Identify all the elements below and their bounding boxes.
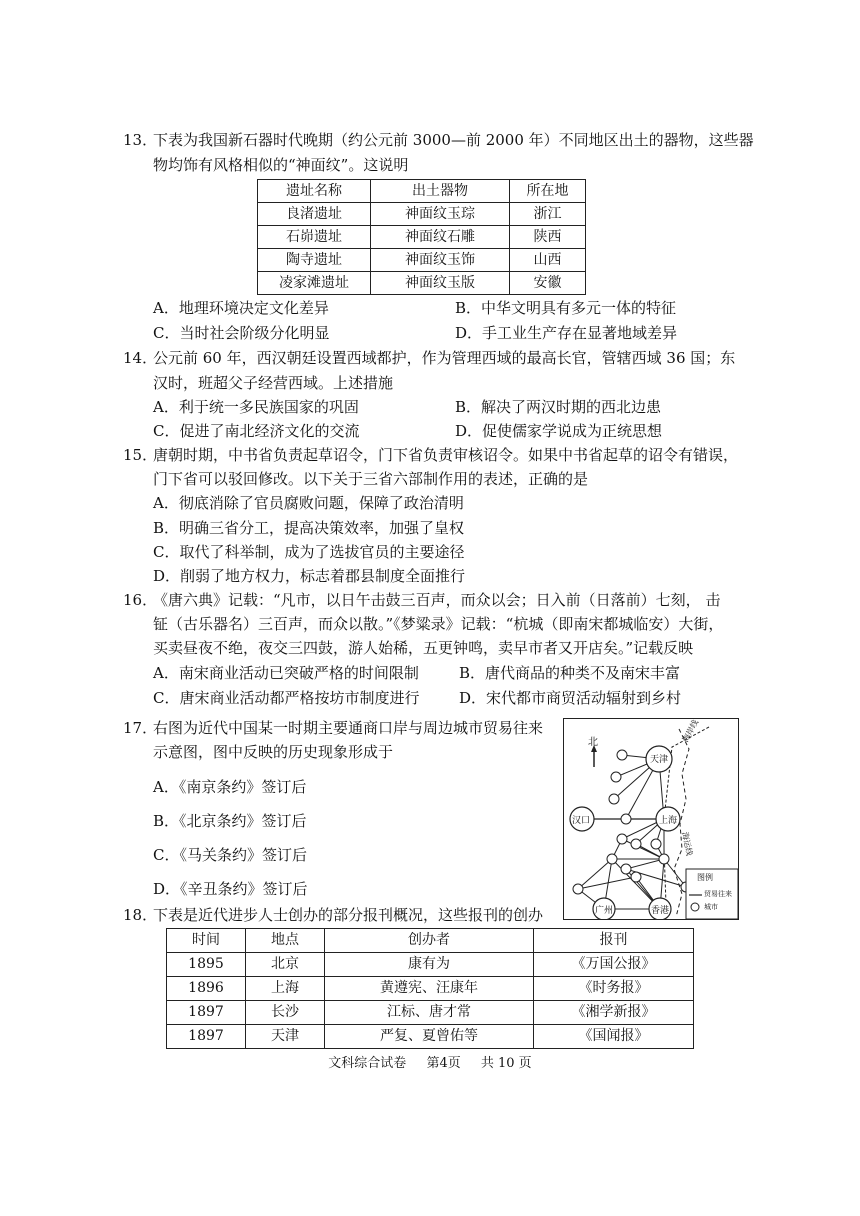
- q14-option-a: A．利于统一多民族国家的巩固: [153, 398, 359, 416]
- north-label: 北: [588, 737, 598, 748]
- table-cell: 天津: [246, 1025, 325, 1049]
- q15-option-a: A．彻底消除了官员腐败问题，保障了政治清明: [153, 494, 464, 512]
- table-cell: 浙江: [510, 203, 586, 226]
- q13-option-d: D．手工业生产存在显著地域差异: [455, 324, 678, 342]
- table-cell: 《时务报》: [534, 977, 694, 1001]
- footer-paper-name: 文科综合试卷: [328, 1056, 407, 1071]
- q13-option-a: A．地理环境决定文化差异: [153, 299, 329, 317]
- table-cell: 1895: [167, 953, 246, 977]
- city-label-hankou: 汉口: [572, 816, 591, 826]
- table-row: [258, 203, 586, 226]
- city-label-tianjin: 天津: [650, 755, 669, 765]
- legend-city-label: 城市: [704, 903, 718, 911]
- q17-option-a: A．《南京条约》签订后: [153, 778, 307, 796]
- q13-stem-line2: 物均饰有风格相似的“神面纹”。这说明: [153, 156, 409, 174]
- q16-option-c: C．唐宋商业活动都严格按坊市制度进行: [153, 689, 420, 707]
- table-cell: 北京: [246, 953, 325, 977]
- q14-stem-line2: 汉时，班超父子经营西域。上述措施: [153, 374, 394, 392]
- table-cell: 严复、夏曾佑等: [325, 1025, 534, 1049]
- table-cell: 安徽: [510, 272, 586, 295]
- q16-stem-line3: 买卖昼夜不绝，夜交三四鼓，游人始稀，五更钟鸣，卖早市者又开店矣。”记载反映: [153, 639, 694, 657]
- q17-option-c: C．《马关条约》签订后: [153, 846, 307, 864]
- table-row: [167, 1025, 694, 1049]
- q17-stem-line1: 右图为近代中国某一时期主要通商口岸与周边城市贸易往来: [153, 719, 544, 737]
- q15-number: 15．: [123, 446, 158, 464]
- table-cell: 陕西: [510, 226, 586, 249]
- table-header-cell: 时间: [167, 929, 246, 953]
- table-row: [258, 226, 586, 249]
- table-row: [167, 953, 694, 977]
- q13-stem-line1: 下表为我国新石器时代晚期（约公元前 3000—前 2000 年）不同地区出土的器物，这些器: [153, 131, 754, 149]
- table-header-row: [258, 180, 586, 203]
- q16-number: 16．: [123, 591, 158, 609]
- q14-stem-line1: 公元前 60 年，西汉朝廷设置西域都护，作为管理西域的最高长官，管辖西域 36 国；东: [153, 349, 736, 367]
- q14-option-c: C．促进了南北经济文化的交流: [153, 422, 360, 440]
- footer-page-number: 第4页: [426, 1056, 461, 1071]
- q13-option-b: B．中华文明具有多元一体的特征: [455, 299, 677, 317]
- city-label-shanghai: 上海: [659, 816, 678, 826]
- table-cell: 长沙: [246, 1001, 325, 1025]
- q16-option-b: B．唐代商品的种类不及南宋丰富: [459, 664, 681, 682]
- page-footer: [0, 1052, 860, 1071]
- table-cell: 《湘学新报》: [534, 1001, 694, 1025]
- coastline-label: 海岸线: [680, 718, 701, 744]
- q14-number: 14．: [123, 349, 158, 367]
- q15-option-c: C．取代了科举制，成为了选拔官员的主要途径: [153, 543, 465, 561]
- table-cell: 神面纹玉琮: [371, 203, 510, 226]
- table-header-cell: 创办者: [325, 929, 534, 953]
- table-cell: 康有为: [325, 953, 534, 977]
- q17-option-b: B．《北京条约》签订后: [153, 812, 307, 830]
- table-cell: 黄遵宪、汪康年: [325, 977, 534, 1001]
- q17-option-d: D．《辛丑条约》签订后: [153, 880, 308, 898]
- table-cell: 江标、唐才常: [325, 1001, 534, 1025]
- trade-map: [563, 718, 739, 920]
- city-label-guangzhou: 广州: [595, 906, 614, 916]
- table-cell: 1896: [167, 977, 246, 1001]
- q18-number: 18．: [123, 906, 158, 924]
- table-row: [167, 1001, 694, 1025]
- table-header-cell: 出土器物: [371, 180, 510, 203]
- legend-title: 图例: [697, 873, 713, 882]
- city-label-hongkong: 香港: [651, 906, 670, 916]
- footer-total-pages: 共 10 页: [480, 1056, 532, 1071]
- table-cell: 上海: [246, 977, 325, 1001]
- table-cell: 《国闻报》: [534, 1025, 694, 1049]
- q16-stem-line2: 钲（古乐器名）三百声，而众以散。”《梦粱录》记载：“杭城（即南宋都城临安）大街，: [153, 615, 724, 633]
- table-cell: 神面纹玉饰: [371, 249, 510, 272]
- q15-option-d: D．削弱了地方权力，标志着郡县制度全面推行: [153, 567, 466, 585]
- q15-stem-line1: 唐朝时期，中书省负责起草诏令，门下省负责审核诏令。如果中书省起草的诏令有错误，: [153, 446, 739, 464]
- sea-route-label: 海运线: [680, 831, 695, 857]
- table-cell: 《万国公报》: [534, 953, 694, 977]
- q17-stem-line2: 示意图，图中反映的历史现象形成于: [153, 743, 394, 761]
- q17-number: 17．: [123, 719, 158, 737]
- q16-option-d: D．宋代都市商贸活动辐射到乡村: [459, 689, 682, 707]
- table-cell: 石峁遗址: [258, 226, 371, 249]
- table-cell: 山西: [510, 249, 586, 272]
- table-header-cell: 所在地: [510, 180, 586, 203]
- legend-trade-label: 贸易往来: [704, 890, 732, 898]
- table-header-cell: 地点: [246, 929, 325, 953]
- q13-number: 13．: [123, 131, 158, 149]
- table-header-row: [167, 929, 694, 953]
- table-cell: 神面纹玉版: [371, 272, 510, 295]
- table-row: [258, 272, 586, 295]
- table-cell: 1897: [167, 1025, 246, 1049]
- q16-stem-line1: 《唐六典》记载：“凡市，以日午击鼓三百声，而众以会；日入前（日落前）七刻， 击: [153, 591, 721, 609]
- table-row: [167, 977, 694, 1001]
- q14-option-d: D．促使儒家学说成为正统思想: [455, 422, 663, 440]
- table-header-cell: 报刊: [534, 929, 694, 953]
- table-cell: 良渚遗址: [258, 203, 371, 226]
- q15-stem-line2: 门下省可以驳回修改。以下关于三省六部制作用的表述，正确的是: [153, 470, 589, 488]
- q14-option-b: B．解决了两汉时期的西北边患: [455, 398, 662, 416]
- q15-option-b: B．明确三省分工，提高决策效率，加强了皇权: [153, 519, 465, 537]
- q16-option-a: A．南宋商业活动已突破严格的时间限制: [153, 664, 419, 682]
- table-cell: 1897: [167, 1001, 246, 1025]
- table-row: [258, 249, 586, 272]
- table-cell: 凌家滩遗址: [258, 272, 371, 295]
- q13-option-c: C．当时社会阶级分化明显: [153, 324, 330, 342]
- q18-stem-line1: 下表是近代进步人士创办的部分报刊概况，这些报刊的创办: [153, 906, 544, 924]
- table-cell: 陶寺遗址: [258, 249, 371, 272]
- table-header-cell: 遗址名称: [258, 180, 371, 203]
- table-cell: 神面纹石雕: [371, 226, 510, 249]
- q13-table: [257, 179, 586, 295]
- q18-table: [166, 928, 694, 1049]
- legend-city-circle: [691, 903, 699, 911]
